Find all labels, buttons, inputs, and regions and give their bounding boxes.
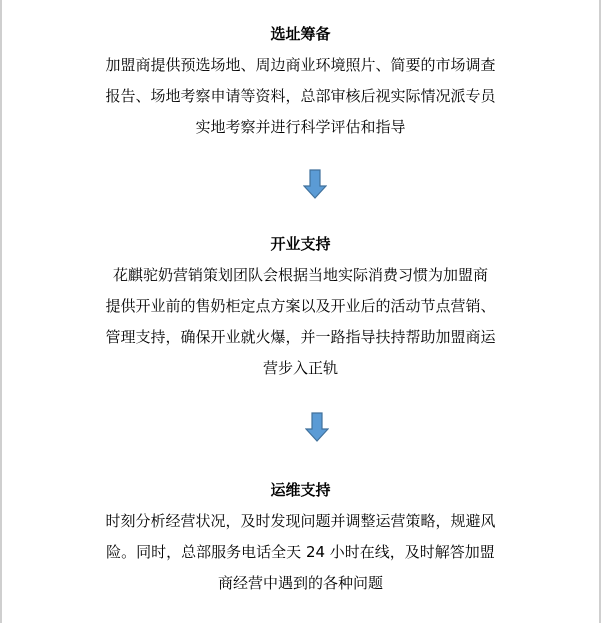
section-body <box>60 260 541 384</box>
section-body <box>60 506 541 599</box>
body-line: 报告、场地考察申请等资料，总部审核后视实际情况派专员 <box>105 87 496 105</box>
body-line: 花麒驼奶营销策划团队会根据当地实际消费习惯为加盟商 <box>112 266 488 284</box>
section-title: 选址筹备 <box>270 25 331 43</box>
section-title: 运维支持 <box>270 481 331 499</box>
down-arrow-icon <box>305 412 329 442</box>
body-line: 营步入正轨 <box>262 359 338 377</box>
body-line: 管理支持，确保开业就火爆，并一路指导扶持帮助加盟商运 <box>105 328 496 346</box>
section-body <box>60 50 541 143</box>
body-line: 实地考察并进行科学评估和指导 <box>195 118 406 136</box>
body-line: 提供开业前的售奶柜定点方案以及开业后的活动节点营销、 <box>105 297 496 315</box>
body-line: 商经营中遇到的各种问题 <box>217 574 383 592</box>
section-title: 开业支持 <box>270 235 331 253</box>
section-opening-support <box>60 234 541 384</box>
body-line: 险。同时，总部服务电话全天 24 小时在线，及时解答加盟 <box>106 543 495 561</box>
section-operation-support <box>60 480 541 599</box>
body-line: 加盟商提供预选场地、周边商业环境照片、简要的市场调查 <box>105 56 496 74</box>
down-arrow-icon <box>303 169 327 199</box>
arrow-shape <box>304 170 326 198</box>
body-line: 时刻分析经营状况，及时发现问题并调整运营策略，规避风 <box>105 512 496 530</box>
arrow-shape <box>306 413 328 441</box>
section-site-selection <box>60 24 541 143</box>
